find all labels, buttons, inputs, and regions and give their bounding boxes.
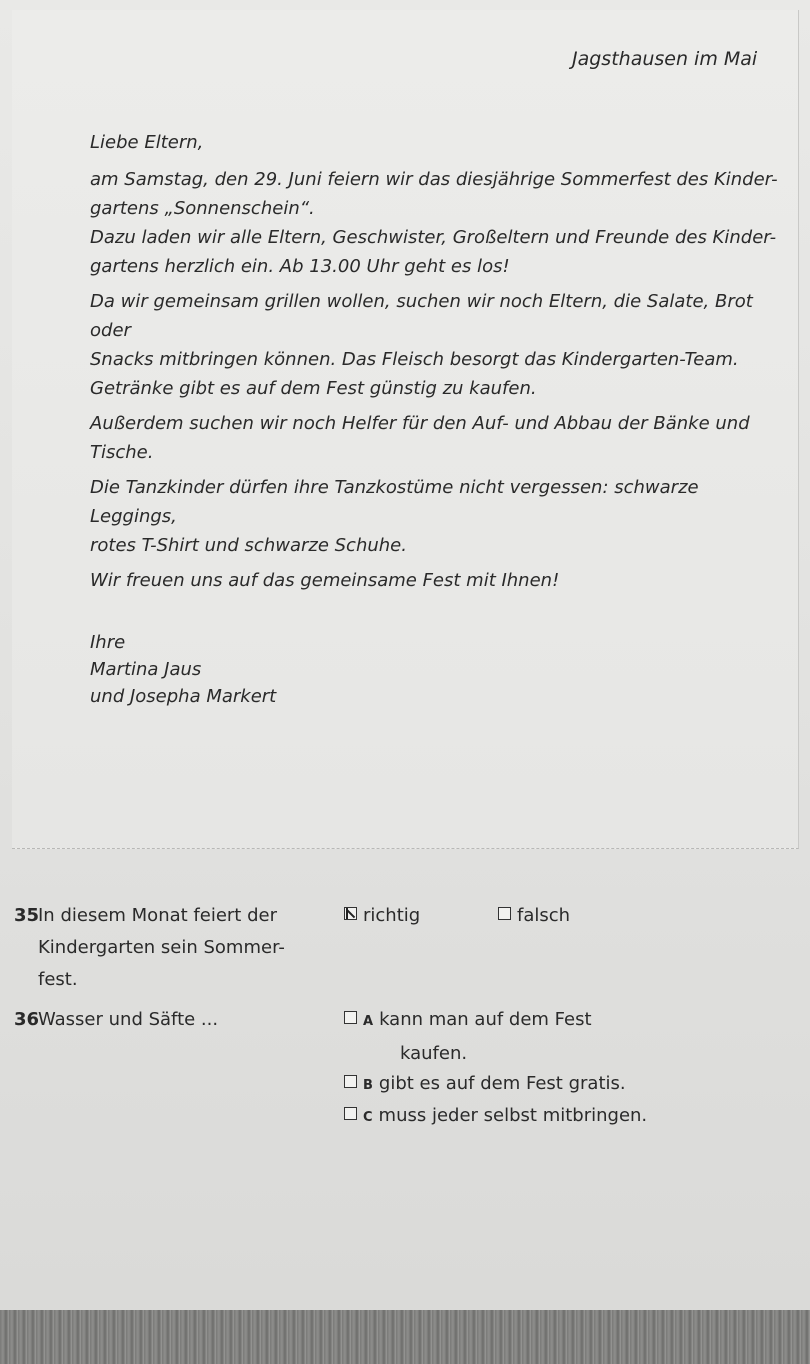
line: Tische. <box>90 442 154 463</box>
option-letter: C <box>363 1110 373 1125</box>
option-c[interactable] <box>344 1100 647 1134</box>
line: Snacks mitbringen können. Das Fleisch besorgt das Kindergarten-Team. <box>90 349 739 370</box>
line: Da wir gemeinsam grillen wollen, suchen wir noch Eltern, die Salate, Brot oder <box>90 291 753 341</box>
option-letter: B <box>363 1078 373 1093</box>
background-surface <box>0 1310 810 1364</box>
task-question <box>38 1004 298 1036</box>
checkbox-icon[interactable] <box>498 907 511 920</box>
option-text: gibt es auf dem Fest gratis. <box>378 1073 626 1094</box>
paragraph-3 <box>90 409 790 467</box>
closing-line: Martina Jaus <box>90 659 202 680</box>
option-a[interactable] <box>344 1004 592 1070</box>
option-label: richtig <box>363 905 421 926</box>
letter-sheet <box>12 10 799 849</box>
line: rotes T-Shirt und schwarze Schuhe. <box>90 535 407 556</box>
line: Außerdem suchen wir noch Helfer für den Auf- und Abbau der Bänke und <box>90 413 750 434</box>
line: Dazu laden wir alle Eltern, Geschwister, Großeltern und Freunde des Kinder- <box>90 227 777 248</box>
signature-block <box>90 629 790 710</box>
salutation: Liebe Eltern, <box>90 132 204 153</box>
checkbox-icon[interactable] <box>344 1107 357 1120</box>
checkbox-icon[interactable] <box>344 1011 357 1024</box>
option-text: muss jeder selbst mitbringen. <box>378 1105 648 1126</box>
line: Wasser und Säfte ... <box>38 1009 219 1030</box>
task-question <box>38 900 298 996</box>
line: fest. <box>38 969 78 990</box>
line: In diesem Monat feiert der <box>38 905 277 926</box>
option-richtig[interactable] <box>344 900 420 932</box>
paragraph-1 <box>90 165 790 281</box>
line: Die Tanzkinder dürfen ihre Tanzkostüme nicht vergessen: schwarze Leggings, <box>90 477 699 527</box>
option-text: kann man auf dem Fest <box>379 1009 592 1030</box>
option-b[interactable] <box>344 1068 626 1102</box>
option-falsch[interactable] <box>498 900 570 932</box>
place-date: Jagsthausen im Mai <box>572 48 758 70</box>
paragraph-2 <box>90 287 790 403</box>
line: gartens herzlich ein. Ab 13.00 Uhr geht es los! <box>90 256 510 277</box>
line: Kindergarten sein Sommer- <box>38 937 285 958</box>
closing-line: und Josepha Markert <box>90 686 277 707</box>
checkbox-icon[interactable] <box>344 1075 357 1088</box>
option-text: kaufen. <box>400 1043 468 1064</box>
option-letter: A <box>363 1014 374 1029</box>
task-number: 36 <box>14 1009 40 1030</box>
checkbox-checked-icon[interactable] <box>344 907 357 920</box>
paragraph-5 <box>90 566 790 595</box>
option-label: falsch <box>517 905 571 926</box>
closing-line: Ihre <box>90 632 126 653</box>
line: Wir freuen uns auf das gemeinsame Fest mit Ihnen! <box>90 570 560 591</box>
letter-body <box>90 128 790 710</box>
task-number: 35 <box>14 905 40 926</box>
line: Getränke gibt es auf dem Fest günstig zu kaufen. <box>90 378 537 399</box>
line: gartens „Sonnenschein“. <box>90 198 315 219</box>
paragraph-4 <box>90 473 790 560</box>
line: am Samstag, den 29. Juni feiern wir das diesjährige Sommerfest des Kinder- <box>90 169 778 190</box>
